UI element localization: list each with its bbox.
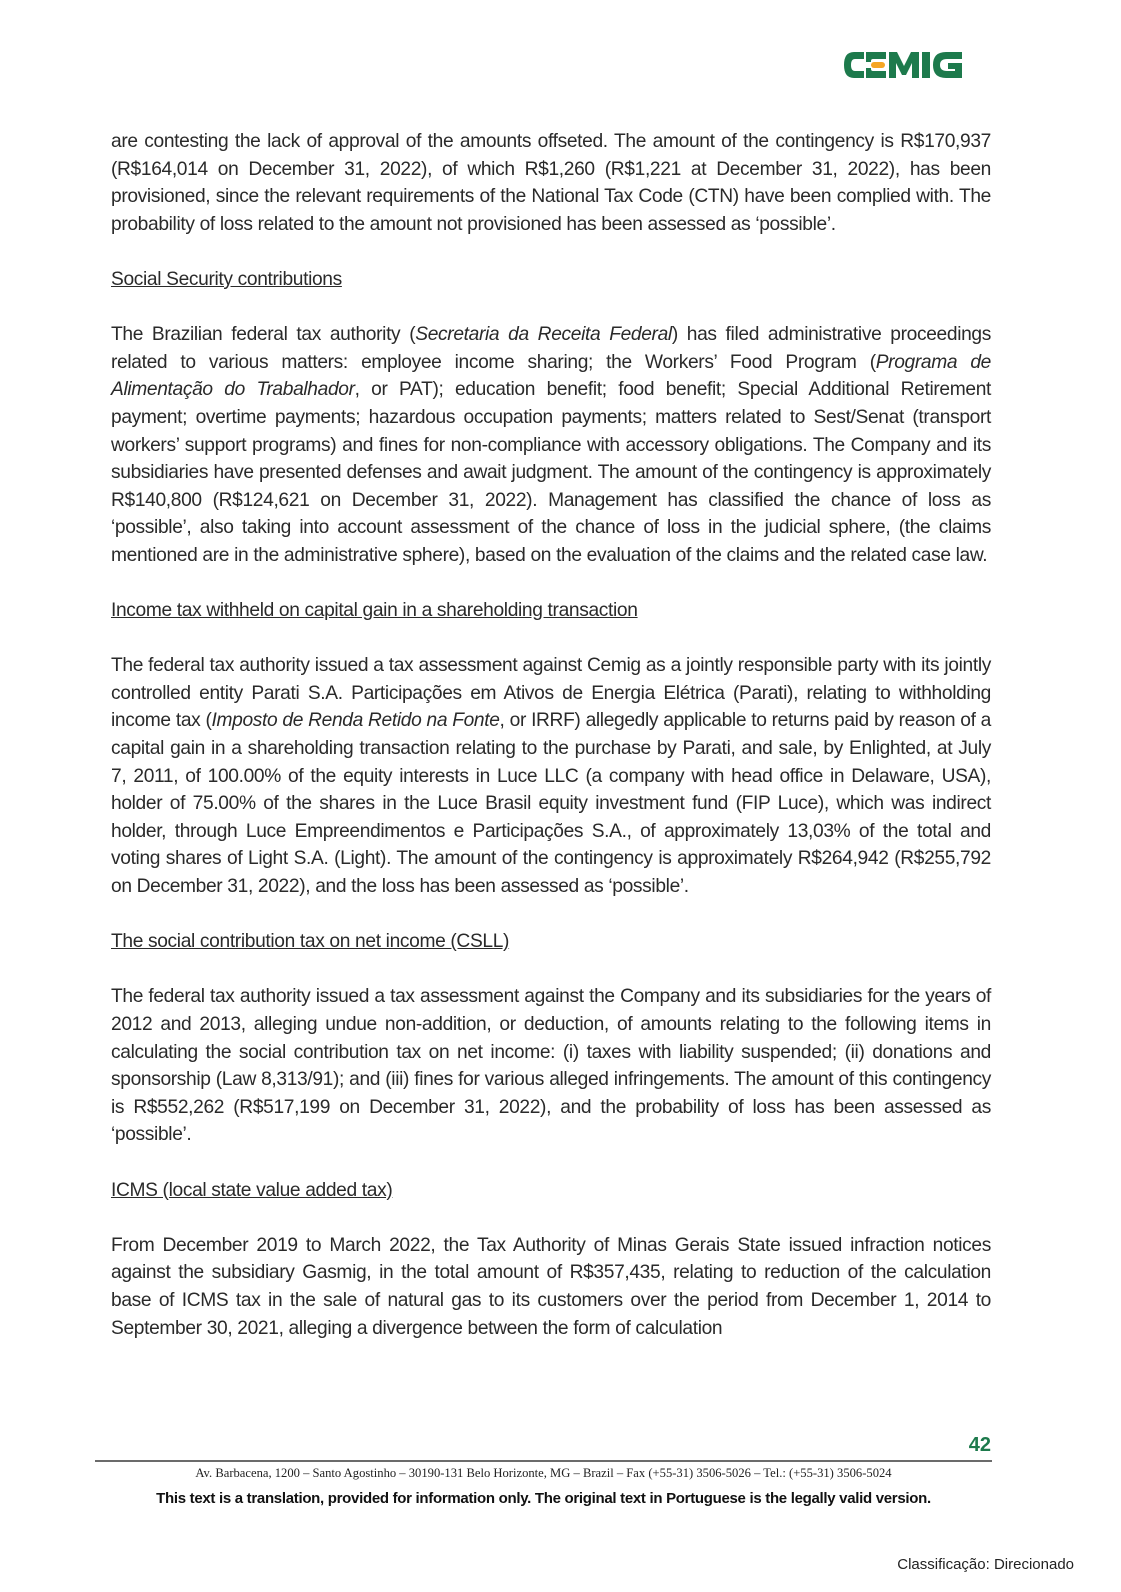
translation-disclaimer: This text is a translation, provided for information only. The original text in Portuguese is the legally valid version.: [156, 1490, 931, 1507]
heading-income-tax-withheld: Income tax withheld on capital gain in a shareholding transaction: [111, 600, 638, 622]
paragraph-csll: [111, 983, 991, 1149]
italic-term: Programa de Alimentação do Trabalhador: [111, 351, 991, 401]
italic-term: Secretaria da Receita Federal: [415, 324, 672, 346]
text-run: The federal tax authority issued a tax assessment against the Company and its subsidiaries for the years of 2012 and 2013, alleging undue non-addition, or deduction, of amounts relating to the following items in calculating the social contribution tax on net income: (i) taxes with liability suspended; (ii) donations and sponsorship (Law 8,313/91); and (iii) fines for various alleged infringements. The amount of this contingency is R$552,262 (R$517,199 on December 31, 2022), and the probability of loss has been assessed as ‘possible’.: [111, 986, 991, 1146]
paragraph-intro: [111, 128, 991, 238]
footer-divider: [95, 1460, 992, 1462]
paragraph-icms: [111, 1232, 991, 1342]
classification-label: Classificação: Direcionado: [897, 1556, 1074, 1573]
paragraph-social-security: [111, 321, 991, 569]
cemig-logo: [842, 46, 988, 84]
cemig-logo-icon: [842, 46, 988, 84]
text-run: From December 2019 to March 2022, the Tax Authority of Minas Gerais State issued infraction notices against the subsidiary Gasmig, in the total amount of R$357,435, relating to reduction of the calculation base of ICMS tax in the sale of natural gas to its customers over the period from December 1, 2014 to September 30, 2021, alleging a divergence between the form of calculation: [111, 1234, 991, 1339]
heading-csll: The social contribution tax on net income (CSLL): [111, 931, 510, 953]
page-number: 42: [968, 1434, 991, 1456]
italic-term: Imposto de Renda Retido na Fonte: [211, 710, 500, 732]
text-run: The Brazilian federal tax authority (: [111, 324, 416, 346]
text-run: , or PAT); education benefit; food benefit; Special Additional Retirement payment; overtime payments; hazardous occupation payments; matters related to Sest/Senat (transport workers’ support programs) and fines for non-compliance with accessory obligations. The Company and its subsidiaries have presented defenses and await judgment. The amount of the contingency is approximately R$140,800 (R$124,621 on December 31, 2022). Management has classified the chance of loss as ‘possible’, also taking into account assessment of the chance of loss in the judicial sphere, (the claims mentioned are in the administrative sphere), based on the evaluation of the claims and the related case law.: [111, 379, 991, 566]
paragraph-income-tax-withheld: [111, 652, 991, 900]
heading-icms: ICMS (local state value added tax): [111, 1179, 393, 1201]
text-run: The federal tax authority issued a tax assessment against Cemig as a jointly responsible party with its jointly controlled entity Parati S.A. Participações em Ativos de Energia Elétrica (Parati), relating to withholding income tax (: [111, 655, 991, 732]
document-body: [111, 128, 991, 1342]
text-run: ) has filed administrative proceedings related to various matters: employee income sharing; the Workers’ Food Program (: [111, 324, 991, 373]
footer-address: Av. Barbacena, 1200 – Santo Agostinho – 30190-131 Belo Horizonte, MG – Brazil – Fax (+55-31) 3506-5026 – Tel.: (+55-31) 3506-5024: [195, 1466, 892, 1480]
text-run: are contesting the lack of approval of the amounts offseted. The amount of the contingency is R$170,937 (R$164,014 on December 31, 2022), of which R$1,260 (R$1,221 at December 31, 2022), has been provisioned, since the relevant requirements of the National Tax Code (CTN) have been complied with. The probability of loss related to the amount not provisioned has been assessed as ‘possible’.: [111, 131, 991, 235]
text-run: , or IRRF) allegedly applicable to returns paid by reason of a capital gain in a shareholding transaction relating to the purchase by Parati, and sale, by Enlighted, at July 7, 2011, of 100.00% of the equity interests in Luce LLC (a company with head office in Delaware, USA), holder of 75.00% of the shares in the Luce Brasil equity investment fund (FIP Luce), which was indirect holder, through Luce Empreendimentos e Participações S.A., of approximately 13,03% of the total and voting shares of Light S.A. (Light). The amount of the contingency is approximately R$264,942 (R$255,792 on December 31, 2022), and the loss has been assessed as ‘possible’.: [111, 710, 991, 898]
heading-social-security: Social Security contributions: [111, 268, 342, 290]
